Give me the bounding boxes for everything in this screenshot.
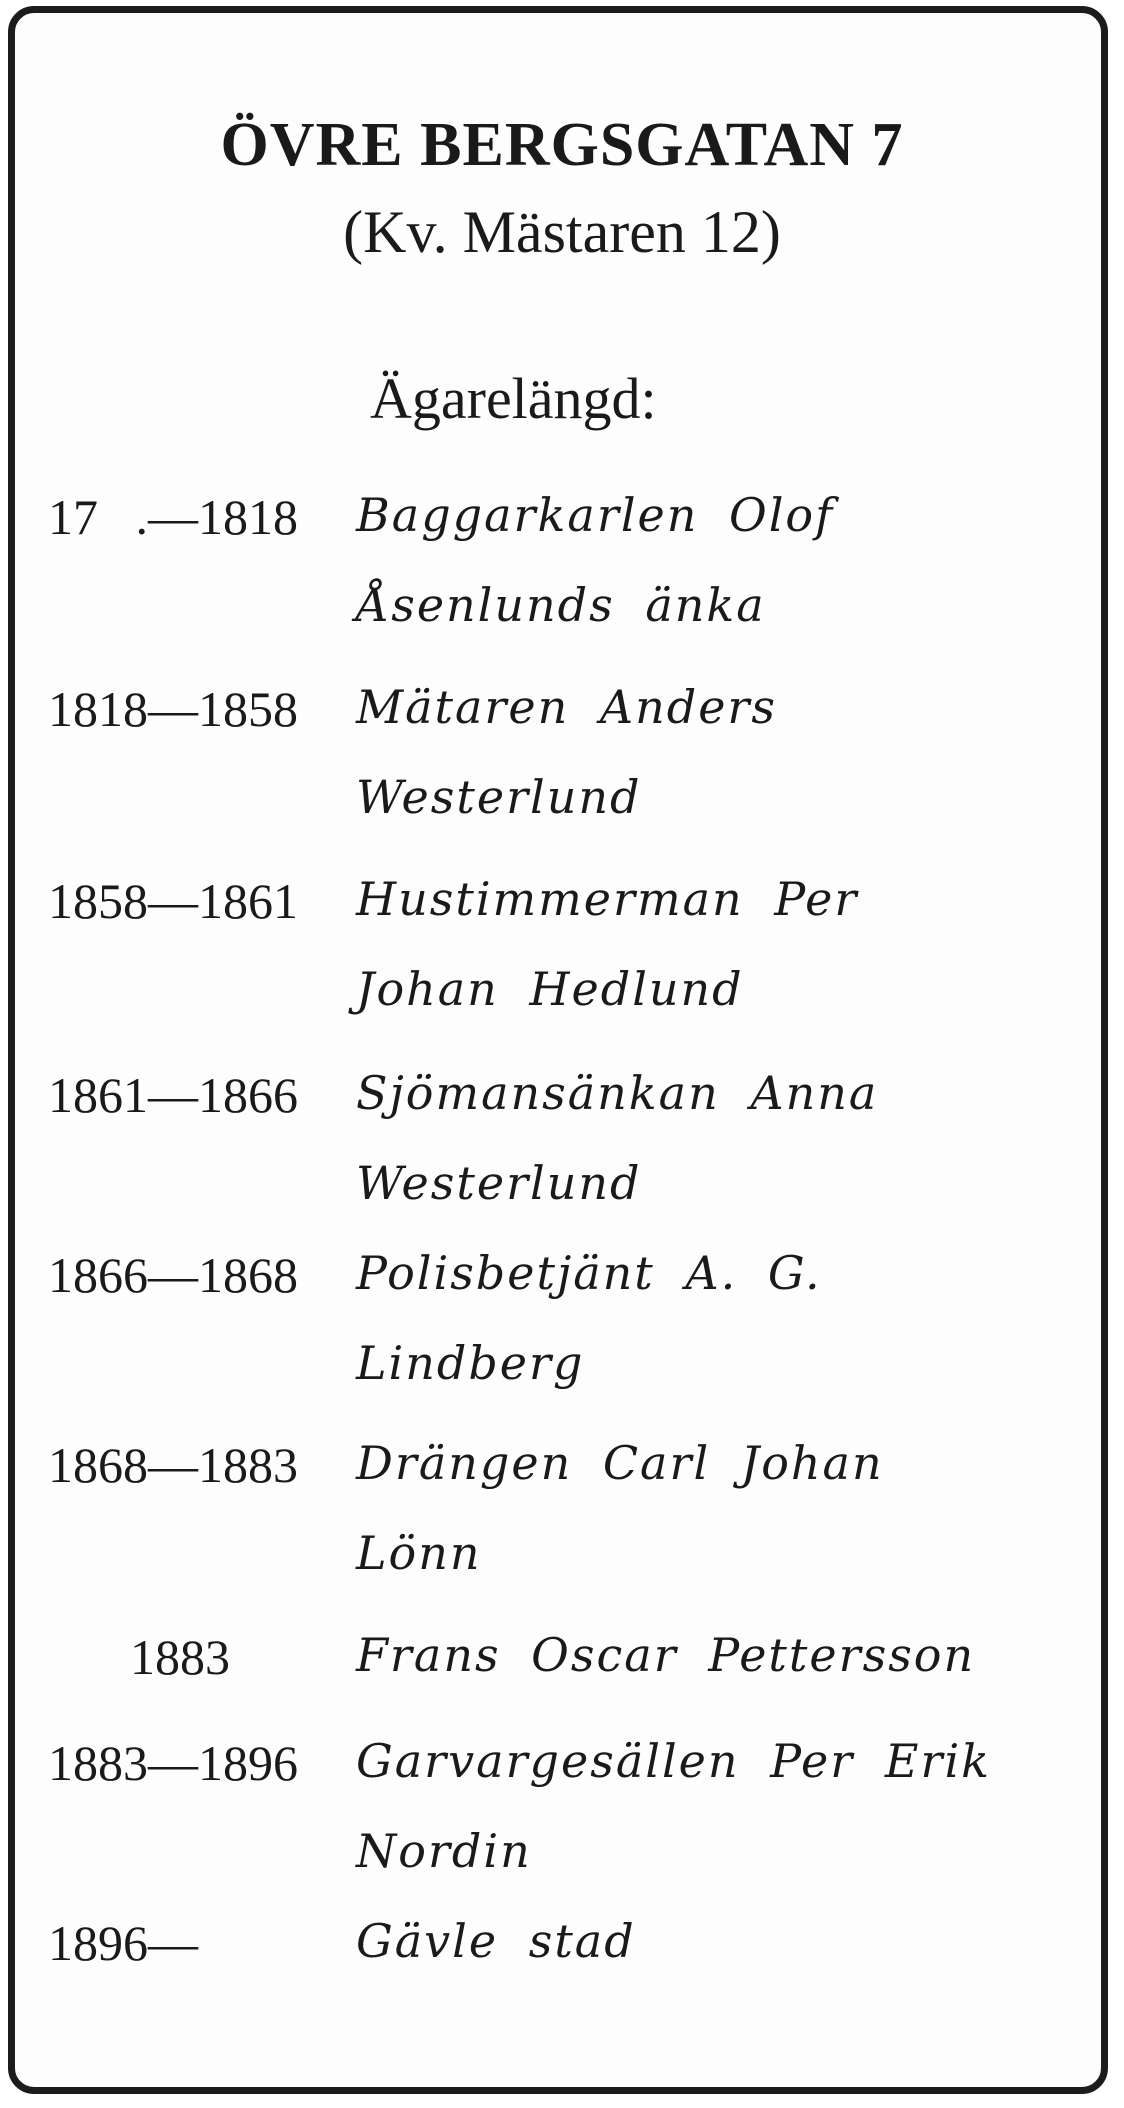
- owner-years: 1883: [130, 1629, 230, 1685]
- owner-years: 1861—1866: [48, 1067, 298, 1123]
- owner-name-line: Garvargesällen Per Erik: [356, 1734, 992, 1788]
- owner-name-line: Polisbetjänt A. G.: [356, 1246, 822, 1300]
- owner-name-line: Mätaren Anders: [356, 680, 778, 734]
- owner-name-line: Nordin: [356, 1824, 532, 1878]
- owner-name-line: Lindberg: [356, 1336, 585, 1390]
- owner-years: 1866—1868: [48, 1247, 298, 1303]
- owner-name-line: Drängen Carl Johan: [356, 1436, 884, 1490]
- owner-name-line: Hustimmerman Per: [356, 872, 859, 926]
- owner-name-line: Frans Oscar Pettersson: [356, 1628, 976, 1682]
- owner-list-heading: Ägarelängd:: [370, 366, 657, 431]
- owner-years: 17 .—1818: [48, 489, 298, 545]
- owner-name-line: Lönn: [356, 1526, 482, 1580]
- owner-name-line: Westerlund: [356, 770, 642, 824]
- owner-name-line: Åsenlunds änka: [356, 578, 766, 632]
- owner-years: 1818—1858: [48, 681, 298, 737]
- owner-name-line: Sjömansänkan Anna: [356, 1066, 879, 1120]
- owner-name-line: Johan Hedlund: [356, 962, 744, 1016]
- owner-years: 1883—1896: [48, 1735, 298, 1791]
- owner-name-line: Gävle stad: [356, 1914, 636, 1968]
- owner-name-line: Westerlund: [356, 1156, 642, 1210]
- owner-years: 1858—1861: [48, 873, 298, 929]
- owner-name-line: Baggarkarlen Olof: [356, 488, 835, 542]
- owner-years: 1896—: [48, 1915, 198, 1971]
- document-subtitle: (Kv. Mästaren 12): [343, 199, 781, 265]
- document-title: ÖVRE BERGSGATAN 7: [220, 111, 904, 179]
- owner-years: 1868—1883: [48, 1437, 298, 1493]
